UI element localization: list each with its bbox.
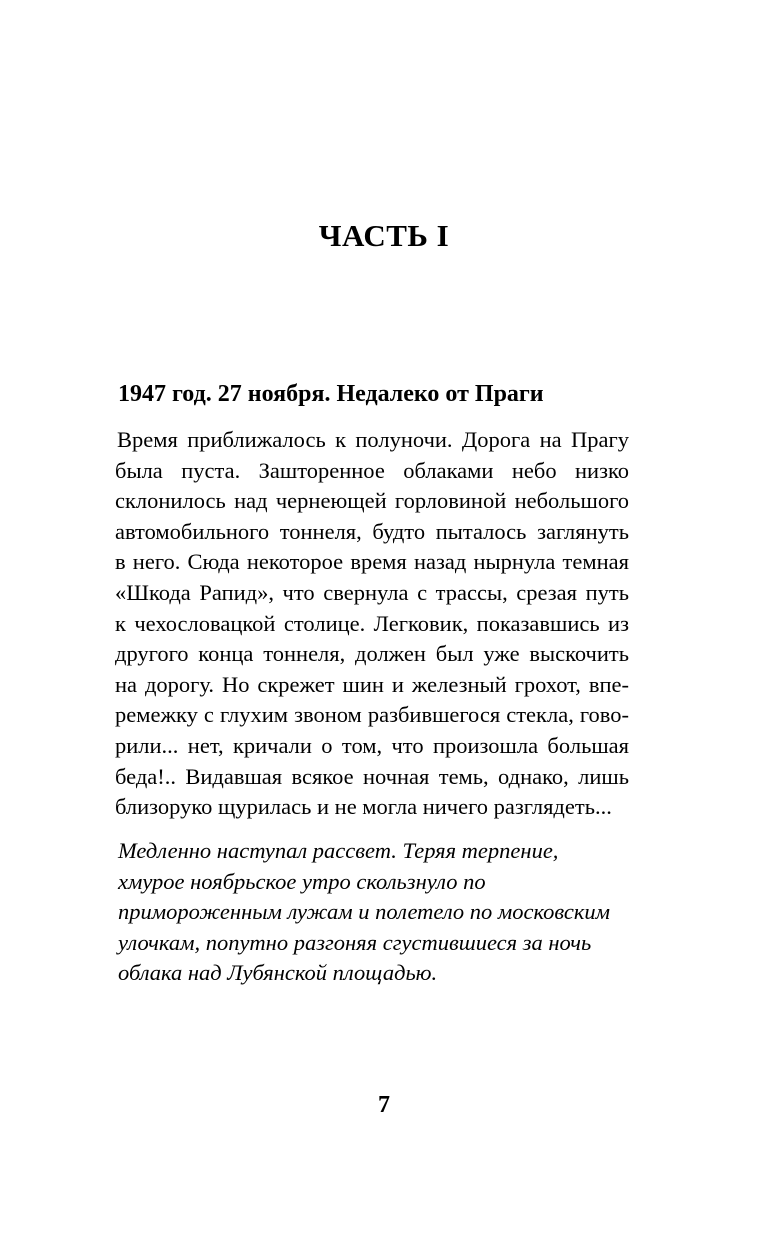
page-number: 7 — [378, 1092, 390, 1118]
body-line: беда!.. Видавшая всякое ночная темь, однако, лишь — [115, 763, 629, 789]
body-line: другого конца тоннеля, должен был уже выскочить — [115, 641, 629, 667]
body-line: ремежку с глухим звоном разбившегося стекла, гово- — [115, 702, 629, 728]
italic-line: улочкам, попутно разгоняя сгустившиеся за ночь — [118, 929, 592, 955]
body-line: близоруко щурилась и не могла ничего разглядеть... — [115, 794, 612, 820]
italic-line: примороженным лужам и полетело по московским — [118, 899, 611, 925]
body-line: автомобильного тоннеля, будто пыталось заглянуть — [115, 518, 629, 544]
body-line: была пуста. Зашторенное облаками небо низко — [115, 457, 629, 483]
body-line: на дорогу. Но скрежет шин и железный грохот, впе- — [115, 671, 629, 697]
part-title: ЧАСТЬ I — [318, 218, 450, 253]
body-line: Время приближалось к полуночи. Дорога на Прагу — [117, 427, 629, 452]
italic-line: Медленно наступал рассвет. Теряя терпение, — [118, 838, 559, 863]
body-line: рили... нет, кричали о том, что произошла большая — [115, 732, 629, 758]
chapter-heading: 1947 год. 27 ноября. Недалеко от Праги — [118, 381, 544, 407]
italic-line: хмурое ноябрьское утро скользнуло по — [118, 868, 486, 894]
italic-paragraph — [118, 836, 638, 989]
body-line: «Шкода Рапид», что свернула с трассы, срезая путь — [115, 579, 629, 605]
body-line: к чехословацкой столице. Легковик, показавшись из — [115, 610, 629, 636]
italic-line: облака над Лубянской площадью. — [118, 960, 438, 986]
body-paragraph — [115, 425, 629, 823]
body-line: склонилось над чернеющей горловиной небольшого — [115, 488, 629, 514]
body-line: в него. Сюда некоторое время назад нырнула темная — [115, 549, 629, 575]
